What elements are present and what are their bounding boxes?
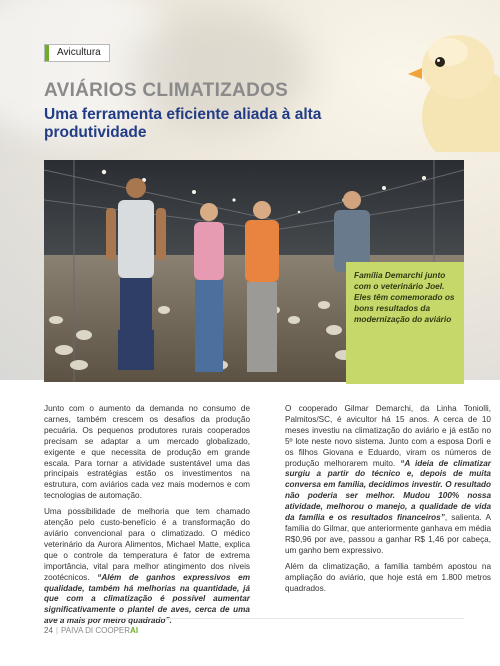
page-footer <box>44 626 464 638</box>
quote: “Além de ganhos expressivos em qualidade, também há melhorias na quantidade, já que com a climatização é possível aumentar significativamente o plantel de aves, cerca de uma ave a mais por metro quadrado”. <box>44 572 250 626</box>
paragraph: Junto com o aumento da demanda no consumo de carnes, também crescem os desafios da produção pecuária. Os pequenos produtores rurais cooperados precisam se adaptar a um mercado globalizado, exigente e que necessita de produção em grande escala. Para tornar a atividade sustentável uma das principais estratégias estão os investimentos na estrutura, com aviários cada vez mais modernos e com tecnologias de automação. <box>44 404 250 501</box>
photo-caption: Família Demarchi junto com o veterinário Joel. Eles têm comemorado os bons resultados da modernização do aviário <box>346 262 464 384</box>
right-column <box>285 404 491 599</box>
paragraph: Além da climatização, a família também apostou na ampliação do aviário, que hoje está em 1.800 metros quadrados. <box>285 561 491 593</box>
section-tag: Avicultura <box>44 44 110 62</box>
quote: “A ideia de climatizar surgiu a partir do técnico e, depois de muita conversa em família, decidimos investir. O resultado não poderia ser melhor. Mudou 100% nossa atividade, melhorou o manejo, a qualidade de vida da família e os resultados financeiros” <box>285 458 491 523</box>
paragraph-text: O cooperado Gilmar Demarchi, da Linha Toniolli, Palmitos/SC, é avicultor há 15 anos. A cerca de 10 meses investiu na climatização do aviário e já estão no 5º lote neste novo sistema. Junto com a esposa Dorli e os filhos Giovana e Eduardo, viram os números de produção melhorarem muito. <box>285 404 491 468</box>
footer-divider <box>44 618 464 619</box>
magazine-name: PAIVA DI COOPER <box>60 626 131 635</box>
footer-separator: | <box>55 626 58 635</box>
person-figure <box>245 201 279 372</box>
page-number: 24 <box>44 626 53 635</box>
paragraph-text: , salienta. A família do Gilmar, que anteriormente ganhava em média R$0,96 por ave, passou a ganhar R$ 1,46 por cabeça, um ganho bem expressivo. <box>285 513 492 555</box>
article-title: AVIÁRIOS CLIMATIZADOS <box>44 80 289 101</box>
paragraph-text: Uma possibilidade de melhoria que tem chamado atenção pelo custo-benefício é a transformação do aviário convencional para o climatizado. O médico veterinário da Aurora Alimentos, Michael Matte, explica que o controle da temperatura é fator de extrema importância, vital para melhor atingimento dos níveis zootécnicos. <box>44 507 250 582</box>
left-column <box>44 404 250 632</box>
article-subtitle: Uma ferramenta eficiente aliada à alta produtividade <box>44 106 322 141</box>
chick-image <box>408 22 500 152</box>
magazine-name-accent: AI <box>130 626 139 635</box>
paragraph <box>285 404 491 557</box>
paragraph <box>44 507 250 627</box>
person-figure <box>194 203 224 372</box>
